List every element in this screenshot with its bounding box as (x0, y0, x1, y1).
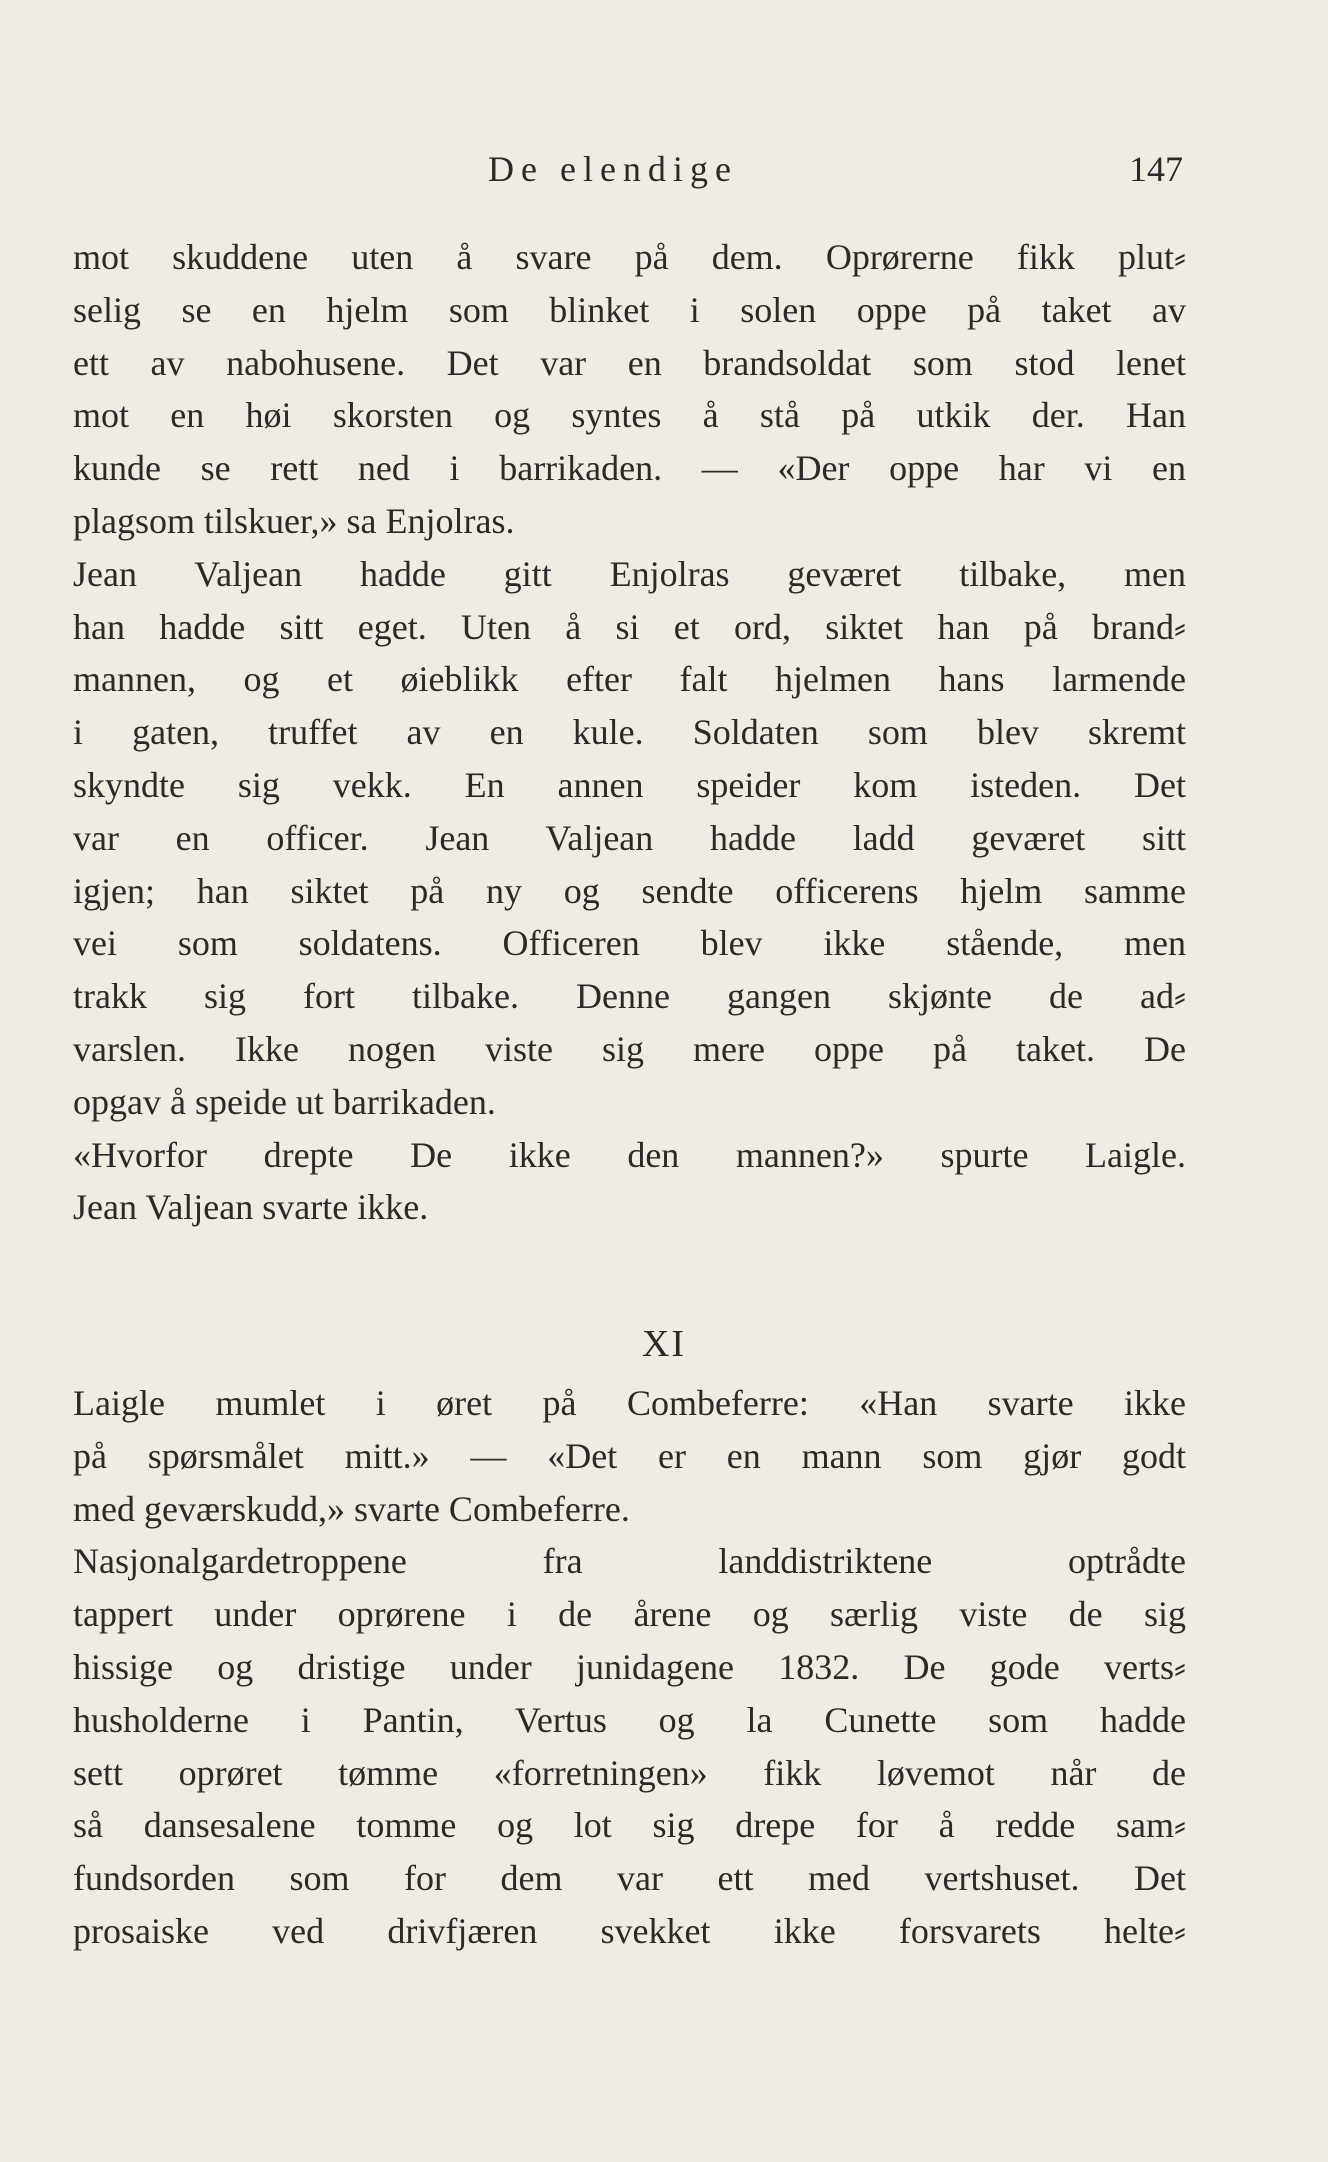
text-line: Laigle mumlet i øret på Combeferre: «Han svarte ikke (73, 1383, 1186, 1423)
text-line: på spørsmålet mitt.» — «Det er en mann som gjør godt (73, 1435, 1186, 1476)
text-line: kunde se rett ned i barrikaden. — «Der oppe har vi en (73, 448, 1186, 489)
text-line: var en officer. Jean Valjean hadde ladd geværet sitt (73, 817, 1186, 858)
text-line: mot skuddene uten å svare på dem. Oprørerne fikk plut⸗ (73, 237, 1186, 277)
page-number: 147 (1129, 149, 1183, 189)
text-line: husholderne i Pantin, Vertus og la Cunette som hadde (73, 1699, 1186, 1740)
text-line: «Hvorfor drepte De ikke den mannen?» spurte Laigle. (73, 1134, 1186, 1175)
text-line: Nasjonalgardetroppene fra landdistriktene optrådte (73, 1541, 1186, 1582)
text-line: varslen. Ikke nogen viste sig mere oppe på taket. De (73, 1028, 1186, 1069)
running-title: De elendige (488, 149, 738, 189)
text-line: med geværskudd,» svarte Combeferre. (73, 1488, 630, 1529)
text-line: han hadde sitt eget. Uten å si et ord, siktet han på brand⸗ (73, 606, 1186, 647)
text-block-before-chapter (73, 231, 1186, 1234)
text-line: hissige og dristige under junidagene 1832. De gode verts⸗ (73, 1646, 1186, 1687)
text-line: Jean Valjean hadde gitt Enjolras geværet tilbake, men (73, 553, 1186, 594)
text-line: plagsom tilskuer,» sa Enjolras. (73, 500, 515, 541)
text-line: mannen, og et øieblikk efter falt hjelmen hans larmende (73, 659, 1186, 700)
text-line: tappert under oprørene i de årene og særlig viste de sig (73, 1594, 1186, 1635)
text-block-after-chapter (73, 1377, 1186, 1958)
text-line: skyndte sig vekk. En annen speider kom isteden. Det (73, 764, 1186, 805)
chapter-heading: XI (641, 1323, 687, 1365)
text-line: i gaten, truffet av en kule. Soldaten som blev skremt (73, 712, 1186, 753)
text-line: så dansesalene tomme og lot sig drepe for å redde sam⸗ (73, 1805, 1186, 1846)
text-line: fundsorden som for dem var ett med vertshuset. Det (73, 1858, 1186, 1899)
text-line: sett oprøret tømme «forretningen» fikk løvemot når de (73, 1752, 1186, 1793)
text-line: opgav å speide ut barrikaden. (73, 1081, 496, 1122)
text-line: vei som soldatens. Officeren blev ikke stående, men (73, 923, 1186, 964)
text-line: mot en høi skorsten og syntes å stå på utkik der. Han (73, 395, 1186, 436)
text-line: selig se en hjelm som blinket i solen oppe på taket av (73, 289, 1186, 330)
text-line: Jean Valjean svarte ikke. (73, 1187, 429, 1228)
running-head (0, 148, 1328, 196)
text-line: trakk sig fort tilbake. Denne gangen skjønte de ad⸗ (73, 976, 1186, 1017)
text-line: prosaiske ved drivfjæren svekket ikke forsvarets helte⸗ (73, 1910, 1186, 1951)
text-line: ett av nabohusene. Det var en brandsoldat som stod lenet (73, 342, 1186, 383)
text-line: igjen; han siktet på ny og sendte officerens hjelm samme (73, 870, 1186, 911)
